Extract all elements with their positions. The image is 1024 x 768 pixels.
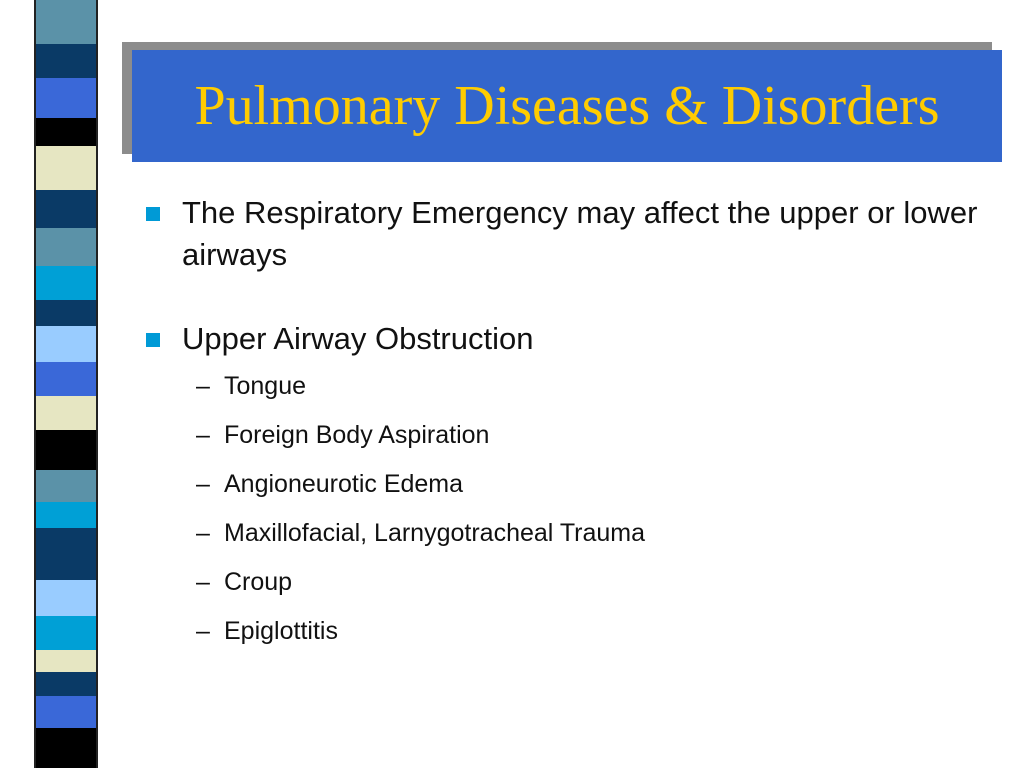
- square-bullet-icon: [146, 333, 160, 347]
- dash-bullet-icon: –: [196, 421, 210, 449]
- dash-bullet-icon: –: [196, 617, 210, 645]
- bullet-text: Upper Airway Obstruction: [182, 321, 534, 356]
- sub-bullet-text: Angioneurotic Edema: [224, 470, 464, 498]
- square-bullet-icon: [146, 207, 160, 221]
- decorative-stripe-bar: [34, 0, 98, 768]
- dash-bullet-icon: –: [196, 372, 210, 400]
- sub-bullet-item: [142, 558, 982, 607]
- dash-bullet-icon: –: [196, 470, 210, 498]
- title-box: [132, 50, 1002, 162]
- sub-bullet-text: Tongue: [224, 372, 307, 400]
- sub-bullet-text: Croup: [224, 568, 293, 596]
- slide-title: Pulmonary Diseases & Disorders: [194, 75, 940, 137]
- sub-bullet-text: Foreign Body Aspiration: [224, 421, 490, 449]
- sub-bullet-item: [142, 362, 982, 411]
- sub-bullet-list: [142, 362, 982, 656]
- bullet-item: [142, 318, 982, 360]
- sub-bullet-text: Epiglottitis: [224, 617, 338, 645]
- bullet-item: [142, 192, 982, 276]
- sub-bullet-text: Maxillofacial, Larnygotracheal Trauma: [224, 519, 646, 547]
- sub-bullet-item: [142, 460, 982, 509]
- dash-bullet-icon: –: [196, 568, 210, 596]
- dash-bullet-icon: –: [196, 519, 210, 547]
- sub-bullet-item: [142, 607, 982, 656]
- slide-content: [142, 192, 982, 656]
- sub-bullet-item: [142, 509, 982, 558]
- sub-bullet-item: [142, 411, 982, 460]
- bullet-text: The Respiratory Emergency may affect the upper or lower airways: [182, 195, 978, 272]
